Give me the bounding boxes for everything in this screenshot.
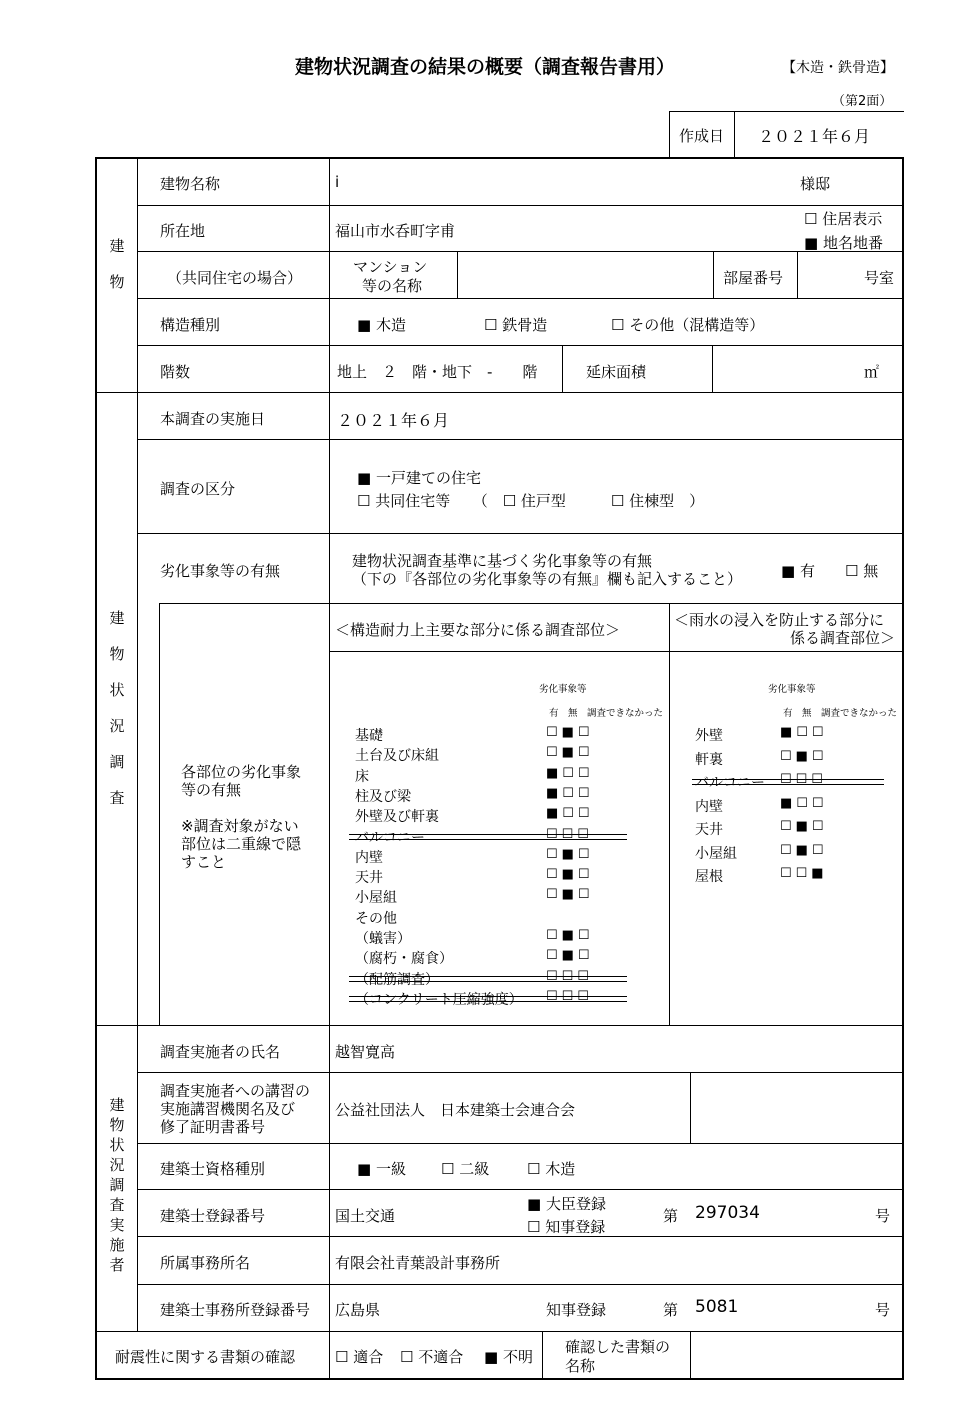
seismic-label: 耐震性に関する書類の確認 <box>115 1348 296 1366</box>
part-name: 内壁 <box>355 849 383 866</box>
part-checkboxes[interactable]: ☐■☐ <box>546 745 594 761</box>
structural-legend-cols: 有 無 調査できなかった <box>549 708 664 719</box>
part-name: 軒裏 <box>695 751 723 768</box>
seismic-option-unknown[interactable]: ■ 不明 <box>484 1348 533 1366</box>
condo-name-label-1: マンション <box>353 258 428 276</box>
qualification-option-wood[interactable]: ☐ 木造 <box>527 1160 576 1178</box>
part-name: 小屋組 <box>355 890 397 907</box>
registration-authority: 国土交通 <box>335 1207 396 1225</box>
part-checkboxes[interactable]: ☐☐☐ <box>780 772 827 787</box>
part-name: （コンクリート圧縮強度） <box>355 991 523 1008</box>
survey-date-label: 本調査の実施日 <box>160 410 266 428</box>
qualification-option-second[interactable]: ☐ 二級 <box>441 1160 490 1178</box>
building-section-label: 建 物 <box>109 237 125 291</box>
office-registration-pref[interactable]: 広島県 <box>335 1301 381 1319</box>
part-checkboxes[interactable]: ☐☐☐ <box>546 968 593 984</box>
address-option-residence[interactable]: ☐ 住居表示 <box>804 210 883 228</box>
part-checkboxes[interactable]: ☐■☐ <box>546 948 594 964</box>
building-name-label: 建物名称 <box>160 175 221 193</box>
part-checkboxes[interactable]: ■☐☐ <box>780 795 828 811</box>
qualification-label: 建築士資格種別 <box>160 1160 266 1178</box>
registration-number-field[interactable]: 297034 <box>695 1203 760 1223</box>
part-name: 小屋組 <box>695 845 737 862</box>
structure-type-tag: 【木造・鉄骨造】 <box>782 60 894 76</box>
registration-label: 建築士登録番号 <box>160 1207 266 1225</box>
part-name: 天井 <box>695 822 723 838</box>
course-institution-field[interactable]: 公益社団法人 日本建築士会連合会 <box>335 1101 576 1119</box>
part-checkboxes[interactable]: ☐☐■ <box>780 866 828 881</box>
structural-parts-header: ＜構造耐力上主要な部分に係る調査部位＞ <box>335 621 621 639</box>
category-option-collective[interactable]: ☐ 共同住宅等 （ ☐ 住戸型 ☐ 住棟型 ） <box>357 492 705 510</box>
rain-parts-header-2: 係る調査部位＞ <box>790 629 896 647</box>
survey-category-label: 調査の区分 <box>160 480 236 498</box>
deterioration-text-1: 建物状況調査基準に基づく劣化事象等の有無 <box>352 552 653 570</box>
course-label-2: 実施講習機関名及び <box>160 1100 296 1118</box>
rain-parts-header-1: ＜雨水の浸入を防止する部分に <box>674 611 885 629</box>
rain-legend-cols: 有 無 調査できなかった <box>783 708 898 719</box>
rain-legend-title: 劣化事象等 <box>768 684 816 695</box>
floor-area-label: 延床面積 <box>586 363 647 381</box>
condo-name-label-2: 等の名称 <box>362 277 423 295</box>
floors-label: 階数 <box>160 363 191 381</box>
registration-option-governor[interactable]: ☐ 知事登録 <box>527 1218 606 1236</box>
part-checkboxes[interactable]: ☐■☐ <box>546 887 594 903</box>
page-title: 建物状況調査の結果の概要（調査報告書用） <box>295 56 676 78</box>
course-label-3: 修了証明書番号 <box>160 1118 266 1136</box>
part-checkboxes[interactable]: ☐☐☐ <box>546 826 593 842</box>
structure-option-steel[interactable]: ☐ 鉄骨造 <box>484 316 548 334</box>
survey-section-label: 建 物 状 況 調 査 <box>109 609 125 807</box>
registration-go: 号 <box>875 1207 891 1225</box>
part-checkboxes[interactable]: ■☐☐ <box>780 725 828 740</box>
part-name: 外壁及び軒裏 <box>355 809 439 826</box>
building-name-suffix: 様邸 <box>800 175 831 193</box>
part-name: その他 <box>355 910 397 927</box>
seismic-doc-label-2: 名称 <box>565 1357 596 1375</box>
structural-legend-title: 劣化事象等 <box>539 684 587 695</box>
office-registration-dai: 第 <box>663 1301 679 1319</box>
part-checkboxes[interactable]: ■☐☐ <box>546 785 594 801</box>
office-registration-type: 知事登録 <box>546 1301 607 1319</box>
parts-label-2: 等の有無 <box>181 781 242 799</box>
survey-date-field[interactable]: ２０２１年６月 <box>337 411 450 430</box>
deterioration-label: 劣化事象等の有無 <box>160 562 281 580</box>
inspector-name-label: 調査実施者の氏名 <box>160 1043 281 1061</box>
office-registration-go: 号 <box>875 1301 891 1319</box>
page-number: （第2面） <box>832 94 893 109</box>
office-name-field[interactable]: 有限会社青葉設計事務所 <box>335 1254 501 1272</box>
address-field[interactable]: 福山市水呑町字甫 <box>335 222 456 240</box>
part-checkboxes[interactable]: ■☐☐ <box>546 765 594 781</box>
registration-dai: 第 <box>663 1207 679 1225</box>
inspector-section-label: 建 物 状 況 調 査 実 施 者 <box>109 1096 125 1274</box>
room-number-suffix: 号室 <box>864 269 895 287</box>
part-name: （蟻害） <box>355 931 411 947</box>
deterioration-option-no[interactable]: ☐ 無 <box>845 562 879 580</box>
part-name: 土台及び床組 <box>355 748 439 765</box>
structure-option-wood[interactable]: ■ 木造 <box>357 316 406 334</box>
part-checkboxes[interactable]: ☐■☐ <box>780 842 828 858</box>
strike-double-line <box>349 834 627 840</box>
part-name: バルコニー <box>355 829 425 846</box>
part-name: 外壁 <box>695 728 723 744</box>
floor-area-unit: ㎡ <box>864 363 880 381</box>
condo-label: （共同住宅の場合） <box>167 269 303 287</box>
created-date-value[interactable]: ２０２１年６月 <box>758 127 871 146</box>
created-date-label: 作成日 <box>679 127 725 145</box>
part-name: （配筋調査） <box>355 971 439 988</box>
part-name: 床 <box>355 768 369 785</box>
part-name: 基礎 <box>355 728 383 744</box>
part-checkboxes[interactable]: ☐■☐ <box>546 867 594 883</box>
part-name: バルコニー <box>695 775 765 791</box>
deterioration-text-2: （下の『各部位の劣化事象等の有無』欄も記入すること） <box>352 570 743 588</box>
strike-double-line <box>349 996 627 1002</box>
part-checkboxes[interactable]: ☐■☐ <box>546 846 594 862</box>
office-label: 所属事務所名 <box>160 1254 251 1272</box>
address-label: 所在地 <box>160 222 206 240</box>
part-name: 内壁 <box>695 798 723 815</box>
registration-option-minister[interactable]: ■ 大臣登録 <box>527 1195 606 1213</box>
seismic-option-nonconform[interactable]: ☐ 不適合 <box>400 1348 464 1366</box>
parts-note-3: すこと <box>181 853 227 871</box>
part-name: 柱及び梁 <box>355 788 411 805</box>
qualification-option-first[interactable]: ■ 一級 <box>357 1160 406 1178</box>
structure-label: 構造種別 <box>160 316 221 334</box>
part-checkboxes[interactable]: ☐■☐ <box>780 748 828 764</box>
room-number-label: 部屋番号 <box>723 269 784 287</box>
seismic-doc-label-1: 確認した書類の <box>565 1338 671 1356</box>
deterioration-option-yes[interactable]: ■ 有 <box>781 562 815 580</box>
structure-option-other[interactable]: ☐ その他（混構造等） <box>611 316 765 334</box>
part-name: 屋根 <box>695 869 723 885</box>
parts-label-1: 各部位の劣化事象 <box>181 763 302 781</box>
office-registration-label: 建築士事務所登録番号 <box>160 1301 311 1319</box>
office-registration-number-field[interactable]: 5081 <box>695 1297 739 1317</box>
category-option-detached[interactable]: ■ 一戸建ての住宅 <box>357 469 481 487</box>
strike-double-line <box>692 779 884 785</box>
part-checkboxes[interactable]: ☐☐☐ <box>546 988 593 1004</box>
address-option-lot[interactable]: ■ 地名地番 <box>804 234 883 252</box>
part-name: （腐朽・腐食） <box>355 951 453 968</box>
part-checkboxes[interactable]: ■☐☐ <box>546 806 594 822</box>
part-checkboxes[interactable]: ☐■☐ <box>780 819 828 834</box>
seismic-option-conform[interactable]: ☐ 適合 <box>335 1348 384 1366</box>
part-name: 天井 <box>355 870 383 887</box>
part-checkboxes[interactable]: ☐■☐ <box>546 725 594 740</box>
part-checkboxes[interactable]: ☐■☐ <box>546 928 594 943</box>
parts-note-1: ※調査対象がない <box>181 817 299 835</box>
building-name-field[interactable]: i <box>335 173 340 191</box>
strike-double-line <box>349 976 627 982</box>
inspector-name-field[interactable]: 越智寛高 <box>335 1043 396 1061</box>
parts-note-2: 部位は二重線で隠 <box>181 835 302 853</box>
course-label-1: 調査実施者への講習の <box>160 1082 311 1100</box>
floors-field[interactable]: 地上 ２ 階・地下 - 階 <box>337 363 538 381</box>
